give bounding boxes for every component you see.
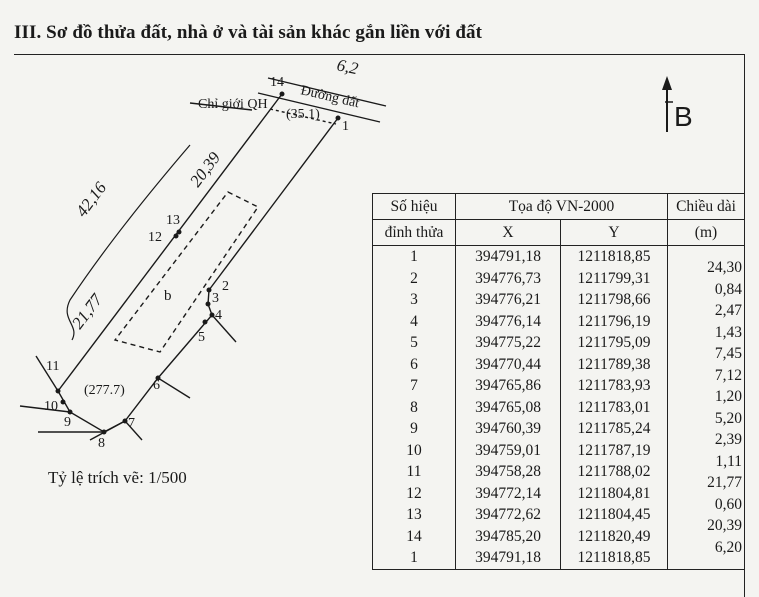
coordinate-rows — [373, 246, 745, 570]
point-label-5: 5 — [198, 330, 205, 345]
point-label-9: 9 — [64, 415, 71, 430]
x-coordinate: 394758,28 — [456, 461, 561, 483]
vertex-9 — [68, 410, 73, 415]
head-x: X — [456, 220, 561, 246]
head-len-2: (m) — [668, 220, 745, 246]
point-id: 2 — [373, 268, 456, 290]
edge-length-cell — [668, 461, 745, 491]
x-coordinate: 394759,01 — [456, 440, 561, 462]
edge-length-cell — [668, 504, 745, 534]
x-coordinate: 394791,18 — [456, 547, 561, 569]
y-coordinate: 1211796,19 — [561, 311, 668, 333]
vertex-2 — [207, 288, 212, 293]
table-row — [373, 504, 745, 526]
point-id: 7 — [373, 375, 456, 397]
point-id: 1 — [373, 246, 456, 268]
edge-length-cell — [668, 375, 745, 405]
y-coordinate: 1211798,66 — [561, 289, 668, 311]
head-len-1: Chiều dài — [668, 194, 745, 220]
y-coordinate: 1211789,38 — [561, 354, 668, 376]
x-coordinate: 394770,44 — [456, 354, 561, 376]
x-coordinate: 394776,21 — [456, 289, 561, 311]
edge-length-cell — [668, 418, 745, 448]
edge-length-cell — [668, 526, 745, 556]
boundary-right-lower — [158, 315, 212, 378]
area-main: (277.7) — [84, 383, 125, 398]
x-coordinate: 394772,62 — [456, 504, 561, 526]
house-label: b — [164, 288, 172, 304]
edge-length: 2,39 — [714, 431, 742, 448]
edge-length: 2,47 — [714, 302, 742, 319]
point-label-7: 7 — [128, 416, 135, 431]
edge-length: 0,84 — [714, 280, 742, 298]
x-coordinate: 394776,73 — [456, 268, 561, 290]
point-id: 8 — [373, 397, 456, 419]
y-coordinate: 1211799,31 — [561, 268, 668, 290]
boundary-right-upper — [209, 118, 338, 290]
edge-length: 7,45 — [714, 345, 742, 362]
table-row — [373, 354, 745, 376]
edge-length-cell — [668, 311, 745, 341]
vertex-12 — [174, 234, 179, 239]
y-coordinate: 1211795,09 — [561, 332, 668, 354]
edge-length-cell — [668, 289, 745, 319]
head-coord: Tọa độ VN-2000 — [456, 194, 668, 220]
edge-length-cell — [668, 440, 745, 470]
point-label-4: 4 — [215, 308, 222, 323]
point-id: 1 — [373, 547, 456, 569]
edge-length-cell — [668, 483, 745, 513]
table-row — [373, 246, 745, 268]
table-row — [373, 440, 745, 462]
vertex-1 — [336, 116, 341, 121]
point-id: 6 — [373, 354, 456, 376]
edge-length: 5,20 — [714, 409, 742, 427]
point-label-12: 12 — [148, 230, 162, 245]
x-coordinate: 394765,86 — [456, 375, 561, 397]
scale-note: Tỷ lệ trích vẽ: 1/500 — [48, 468, 187, 487]
point-label-3: 3 — [212, 291, 219, 306]
y-coordinate: 1211788,02 — [561, 461, 668, 483]
section-heading: III. Sơ đồ thửa đất, nhà ở và tài sản khác gắn liền với đất — [14, 22, 483, 43]
y-coordinate: 1211783,93 — [561, 375, 668, 397]
north-label: B — [674, 101, 693, 132]
boundary-left — [58, 94, 282, 391]
x-coordinate: 394765,08 — [456, 397, 561, 419]
y-coordinate: 1211818,85 — [561, 246, 668, 268]
table-row — [373, 268, 745, 290]
point-id: 13 — [373, 504, 456, 526]
table-row — [373, 418, 745, 440]
vertex-7 — [123, 419, 128, 424]
y-coordinate: 1211820,49 — [561, 526, 668, 548]
table-row — [373, 526, 745, 548]
table-row — [373, 289, 745, 311]
edge-length-cell — [668, 246, 745, 276]
point-id: 12 — [373, 483, 456, 505]
point-label-10: 10 — [44, 399, 58, 414]
x-coordinate: 394785,20 — [456, 526, 561, 548]
table-row — [373, 483, 745, 505]
edge-length-cell — [668, 397, 745, 427]
edge-length: 1,11 — [715, 452, 742, 470]
x-coordinate: 394791,18 — [456, 246, 561, 268]
vertex-8 — [102, 430, 107, 435]
dim-left-lower: 21,77 — [68, 290, 107, 333]
table-row — [373, 311, 745, 333]
edge-length: 6,20 — [714, 538, 742, 556]
vertex-10 — [61, 400, 66, 405]
y-coordinate: 1211787,19 — [561, 440, 668, 462]
point-id: 5 — [373, 332, 456, 354]
area-road: (35.1) — [286, 107, 320, 122]
point-label-14: 14 — [270, 75, 284, 90]
y-coordinate: 1211818,85 — [561, 547, 668, 569]
x-coordinate: 394776,14 — [456, 311, 561, 333]
y-coordinate: 1211785,24 — [561, 418, 668, 440]
vertex-14 — [280, 92, 285, 97]
table-row — [373, 547, 745, 569]
point-label-11: 11 — [46, 359, 60, 374]
vertex-13 — [177, 230, 182, 235]
coordinate-table — [372, 193, 745, 570]
head-y: Y — [561, 220, 668, 246]
point-id: 11 — [373, 461, 456, 483]
vertex-5 — [203, 320, 208, 325]
edge-length: 20,39 — [707, 517, 742, 534]
point-id: 9 — [373, 418, 456, 440]
dim-left-total: 42,16 — [72, 178, 111, 221]
road-label: Đường đất — [299, 83, 361, 112]
x-coordinate: 394775,22 — [456, 332, 561, 354]
point-label-1: 1 — [342, 119, 349, 134]
head-id-1: Số hiệu — [373, 194, 456, 220]
edge-length: 24,30 — [707, 259, 742, 276]
vertex-11 — [56, 389, 61, 394]
ext-line-6 — [158, 378, 190, 398]
table-row — [373, 397, 745, 419]
table-row — [373, 332, 745, 354]
dim-left-upper: 20,39 — [186, 148, 225, 191]
house-outline — [115, 192, 258, 352]
table-row — [373, 375, 745, 397]
edge-length-cell — [668, 268, 745, 298]
edge-length-cell — [668, 354, 745, 384]
point-id: 14 — [373, 526, 456, 548]
edge-length-cell — [668, 332, 745, 362]
point-id: 4 — [373, 311, 456, 333]
edge-length: 7,12 — [714, 366, 742, 384]
ext-line-8 — [90, 421, 125, 440]
vertex-4 — [210, 313, 215, 318]
y-coordinate: 1211804,45 — [561, 504, 668, 526]
point-label-6: 6 — [153, 378, 160, 393]
edge-length: 1,20 — [714, 388, 742, 405]
vertex-3 — [206, 302, 211, 307]
edge-length: 1,43 — [714, 323, 742, 341]
y-coordinate: 1211804,81 — [561, 483, 668, 505]
head-id-2: đỉnh thửa — [373, 220, 456, 246]
edge-length: 0,60 — [714, 495, 742, 513]
point-label-8: 8 — [98, 436, 105, 451]
table-row — [373, 461, 745, 483]
y-coordinate: 1211783,01 — [561, 397, 668, 419]
point-label-13: 13 — [166, 213, 180, 228]
boundary-label: Chỉ giới QH — [198, 97, 268, 112]
road-width: 6,2 — [335, 55, 360, 79]
x-coordinate: 394772,14 — [456, 483, 561, 505]
x-coordinate: 394760,39 — [456, 418, 561, 440]
point-label-2: 2 — [222, 279, 229, 294]
edge-length-cell — [668, 547, 745, 569]
north-arrow-icon — [662, 76, 672, 90]
point-id: 3 — [373, 289, 456, 311]
edge-length: 21,77 — [707, 474, 742, 491]
point-id: 10 — [373, 440, 456, 462]
